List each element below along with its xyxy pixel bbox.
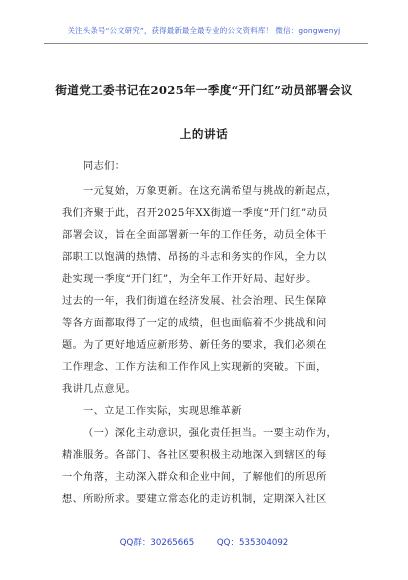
footer-contact bbox=[0, 536, 408, 548]
section-heading: 一、立足工作实际，实现思维革新 bbox=[83, 406, 242, 417]
text-line: 过去的一年，我们街道在经济发展、社会治理、民生保障 bbox=[62, 296, 327, 307]
text-line: 一个角落，主动深入群众和企业中间，了解他们的所思所 bbox=[62, 472, 327, 483]
header-divider bbox=[44, 43, 368, 44]
paragraph-review bbox=[62, 291, 352, 401]
text-line: 部署会议，旨在全面部署新一年的工作任务，动员全体干 bbox=[62, 230, 327, 241]
text-line: 我们齐聚于此，召开2025年XX街道一季度“开门红”动员 bbox=[62, 208, 328, 219]
paragraph-opening bbox=[62, 181, 352, 291]
paragraph-subsection bbox=[62, 423, 352, 511]
document-title: 街道党工委书记在2025年一季度“开门红”动员部署会议 bbox=[55, 83, 353, 97]
text-line: 我讲几点意见。 bbox=[62, 384, 137, 395]
header-promo-note: 关注头条号“公文研究”，获得最新最全最专业的公文资料库！ 微信：gongwenyj bbox=[67, 26, 341, 35]
text-line: 赴实现一季度“开门红”，为全年工作开好局、起好步。 bbox=[62, 274, 317, 285]
text-line: 等各方面都取得了一定的成绩，但也面临着不少挑战和问 bbox=[62, 318, 327, 329]
text-line: 工作理念、工作方法和工作作风上实现新的突破。下面， bbox=[62, 362, 327, 373]
text-line: 想、所盼所求。要建立常态化的走访机制，定期深入社区 bbox=[62, 494, 327, 505]
text-line: 一元复始，万象更新。在这充满希望与挑战的新起点， bbox=[83, 186, 338, 197]
text-line: 题。为了更好地适应新形势、新任务的要求，我们必须在 bbox=[62, 340, 327, 351]
footer-qq-number: QQ：535304092 bbox=[216, 538, 289, 548]
document-title-continued: 上的讲话 bbox=[179, 127, 229, 141]
footer-qq-group: QQ群：30265665 bbox=[119, 538, 195, 548]
document-body bbox=[62, 156, 352, 511]
text-line: 精准服务。各部门、各社区要积极主动地深入到辖区的每 bbox=[62, 450, 327, 461]
salutation: 同志们： bbox=[83, 161, 126, 172]
text-line: （一）深化主动意识，强化责任担当。一要主动作为， bbox=[83, 428, 338, 439]
text-line: 部职工以饱满的热情、昂扬的斗志和务实的作风，全力以 bbox=[62, 252, 327, 263]
